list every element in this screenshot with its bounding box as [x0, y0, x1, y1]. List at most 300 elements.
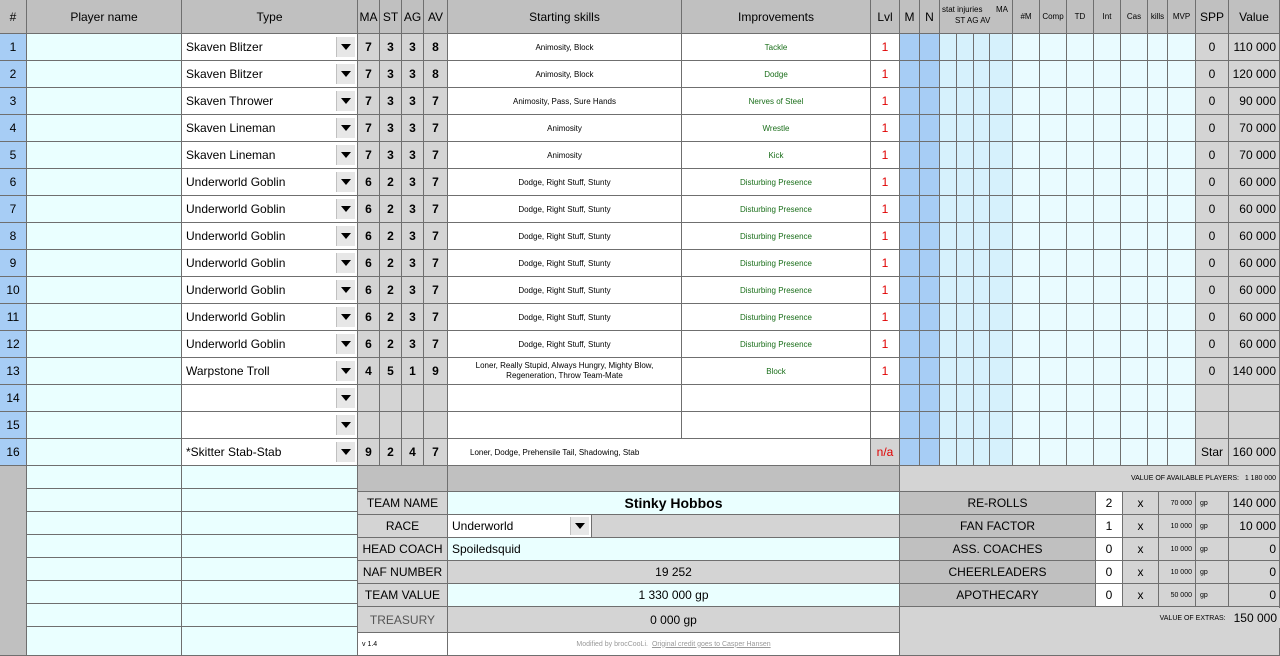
stat-kills-cell[interactable] — [1148, 142, 1168, 169]
injury-av-cell[interactable] — [974, 88, 990, 115]
injury-ag-cell[interactable] — [957, 196, 974, 223]
player-type-select[interactable] — [182, 115, 358, 142]
injury-ma-cell[interactable] — [990, 115, 1013, 142]
stat-kills-cell[interactable] — [1148, 358, 1168, 385]
stat-cas-cell[interactable] — [1121, 358, 1148, 385]
stat-matches-cell[interactable] — [1013, 88, 1040, 115]
stat-cas-cell[interactable] — [1121, 385, 1148, 412]
injury-av-cell[interactable] — [974, 358, 990, 385]
stat-kills-cell[interactable] — [1148, 277, 1168, 304]
stat-mvp-cell[interactable] — [1168, 385, 1196, 412]
stat-cas-cell[interactable] — [1121, 61, 1148, 88]
injury-av-cell[interactable] — [974, 223, 990, 250]
stat-matches-cell[interactable] — [1013, 115, 1040, 142]
injury-av-cell[interactable] — [974, 142, 990, 169]
stat-kills-cell[interactable] — [1148, 169, 1168, 196]
injury-av-cell[interactable] — [974, 115, 990, 142]
injury-ma-cell[interactable] — [990, 277, 1013, 304]
stat-td-cell[interactable] — [1067, 250, 1094, 277]
miss-next-game-cell[interactable] — [900, 34, 920, 61]
stat-matches-cell[interactable] — [1013, 358, 1040, 385]
injury-st-cell[interactable] — [940, 250, 957, 277]
injury-ma-cell[interactable] — [990, 169, 1013, 196]
stat-mvp-cell[interactable] — [1168, 223, 1196, 250]
player-name-input[interactable] — [27, 142, 182, 169]
stat-matches-cell[interactable] — [1013, 34, 1040, 61]
player-name-input[interactable] — [27, 439, 182, 466]
injury-ma-cell[interactable] — [990, 412, 1013, 439]
stat-td-cell[interactable] — [1067, 412, 1094, 439]
stat-kills-cell[interactable] — [1148, 331, 1168, 358]
injury-st-cell[interactable] — [940, 331, 957, 358]
stat-td-cell[interactable] — [1067, 169, 1094, 196]
injury-st-cell[interactable] — [940, 169, 957, 196]
team-name-input[interactable]: Stinky Hobbos — [448, 492, 900, 515]
notes-cell[interactable] — [27, 604, 182, 627]
stat-mvp-cell[interactable] — [1168, 331, 1196, 358]
treasury-label: TREASURY — [358, 607, 448, 633]
injury-av-cell[interactable] — [974, 250, 990, 277]
stat-mvp-cell[interactable] — [1168, 412, 1196, 439]
stat-int-cell[interactable] — [1094, 196, 1121, 223]
niggling-injury-cell[interactable] — [920, 34, 940, 61]
extra-quantity-input[interactable]: 0 — [1096, 561, 1123, 584]
injury-st-cell[interactable] — [940, 439, 957, 466]
injury-ma-cell[interactable] — [990, 88, 1013, 115]
niggling-injury-cell[interactable] — [920, 250, 940, 277]
stat-td-cell[interactable] — [1067, 358, 1094, 385]
injury-st-cell[interactable] — [940, 277, 957, 304]
stat-cas-cell[interactable] — [1121, 412, 1148, 439]
chevron-down-icon[interactable] — [336, 91, 355, 111]
stat-cas-cell[interactable] — [1121, 277, 1148, 304]
injury-st-cell[interactable] — [940, 88, 957, 115]
stat-mvp-cell[interactable] — [1168, 88, 1196, 115]
stat-comp-cell[interactable] — [1040, 223, 1067, 250]
stat-cas-cell[interactable] — [1121, 223, 1148, 250]
injury-av-cell[interactable] — [974, 61, 990, 88]
chevron-down-icon[interactable] — [336, 388, 355, 408]
niggling-injury-cell[interactable] — [920, 439, 940, 466]
chevron-down-icon[interactable] — [336, 280, 355, 300]
stat-td-cell[interactable] — [1067, 439, 1094, 466]
injury-av-cell[interactable] — [974, 412, 990, 439]
stat-int-cell[interactable] — [1094, 304, 1121, 331]
injury-ag-cell[interactable] — [957, 412, 974, 439]
stat-kills-cell[interactable] — [1148, 196, 1168, 223]
miss-next-game-cell[interactable] — [900, 358, 920, 385]
stat-kills-cell[interactable] — [1148, 115, 1168, 142]
stat-ag: 3 — [402, 34, 424, 61]
injury-st-cell[interactable] — [940, 358, 957, 385]
injury-av-cell[interactable] — [974, 196, 990, 223]
player-type-select[interactable] — [182, 250, 358, 277]
notes-cell[interactable] — [27, 466, 182, 489]
extra-label: RE-ROLLS — [900, 492, 1096, 515]
stat-ag: 3 — [402, 196, 424, 223]
stat-comp-cell[interactable] — [1040, 88, 1067, 115]
extra-unit-cost: 10 000 — [1159, 515, 1196, 538]
head-coach-input[interactable]: Spoiledsquid — [448, 538, 900, 561]
stat-comp-cell[interactable] — [1040, 304, 1067, 331]
chevron-down-icon[interactable] — [336, 118, 355, 138]
miss-next-game-cell[interactable] — [900, 196, 920, 223]
chevron-down-icon[interactable] — [336, 37, 355, 57]
player-type-select[interactable] — [182, 61, 358, 88]
miss-next-game-cell[interactable] — [900, 250, 920, 277]
player-type-select[interactable] — [182, 169, 358, 196]
value-available-label: VALUE OF AVAILABLE PLAYERS: 1 180 000 — [900, 466, 1280, 492]
niggling-injury-cell[interactable] — [920, 412, 940, 439]
stat-matches-cell[interactable] — [1013, 412, 1040, 439]
injury-ma-cell[interactable] — [990, 34, 1013, 61]
stat-int-cell[interactable] — [1094, 61, 1121, 88]
niggling-injury-cell[interactable] — [920, 223, 940, 250]
miss-next-game-cell[interactable] — [900, 304, 920, 331]
stat-int-cell[interactable] — [1094, 115, 1121, 142]
player-name-input[interactable] — [27, 223, 182, 250]
injury-ag-cell[interactable] — [957, 169, 974, 196]
notes-cell[interactable] — [27, 512, 182, 535]
miss-next-game-cell[interactable] — [900, 61, 920, 88]
injury-ma-cell[interactable] — [990, 142, 1013, 169]
injury-ag-cell[interactable] — [957, 223, 974, 250]
injury-st-cell[interactable] — [940, 223, 957, 250]
injury-av-cell[interactable] — [974, 331, 990, 358]
niggling-injury-cell[interactable] — [920, 142, 940, 169]
extra-quantity-input[interactable]: 0 — [1096, 538, 1123, 561]
stat-matches-cell[interactable] — [1013, 61, 1040, 88]
player-name-input[interactable] — [27, 331, 182, 358]
injury-av-cell[interactable] — [974, 277, 990, 304]
stat-td-cell[interactable] — [1067, 223, 1094, 250]
player-type-select[interactable] — [182, 142, 358, 169]
stat-kills-cell[interactable] — [1148, 412, 1168, 439]
stat-kills-cell[interactable] — [1148, 439, 1168, 466]
stat-mvp-cell[interactable] — [1168, 439, 1196, 466]
chevron-down-icon[interactable] — [336, 361, 355, 381]
miss-next-game-cell[interactable] — [900, 439, 920, 466]
player-type-select[interactable] — [182, 412, 358, 439]
starting-skills: Animosity — [448, 142, 682, 169]
stat-av: 8 — [424, 61, 448, 88]
miss-next-game-cell[interactable] — [900, 331, 920, 358]
injury-ag-cell[interactable] — [957, 34, 974, 61]
stat-int-cell[interactable] — [1094, 331, 1121, 358]
injury-ag-cell[interactable] — [957, 358, 974, 385]
stat-int-cell[interactable] — [1094, 169, 1121, 196]
player-name-input[interactable] — [27, 34, 182, 61]
player-name-input[interactable] — [27, 88, 182, 115]
niggling-injury-cell[interactable] — [920, 88, 940, 115]
chevron-down-icon[interactable] — [336, 253, 355, 273]
notes-cell[interactable] — [182, 604, 358, 627]
stat-int-cell[interactable] — [1094, 250, 1121, 277]
stat-st — [380, 412, 402, 439]
player-value: 70 000 — [1229, 142, 1280, 169]
injury-ma-cell[interactable] — [990, 61, 1013, 88]
credit-link[interactable]: Original credit goes to Casper Hansen — [651, 640, 771, 648]
stat-kills-cell[interactable] — [1148, 250, 1168, 277]
player-type-select[interactable] — [182, 88, 358, 115]
stat-cas-cell[interactable] — [1121, 331, 1148, 358]
stat-cas-cell[interactable] — [1121, 304, 1148, 331]
player-name-input[interactable] — [27, 277, 182, 304]
player-name-input[interactable] — [27, 385, 182, 412]
niggling-injury-cell[interactable] — [920, 331, 940, 358]
niggling-injury-cell[interactable] — [920, 115, 940, 142]
extra-quantity-input[interactable]: 2 — [1096, 492, 1123, 515]
stat-int-cell[interactable] — [1094, 34, 1121, 61]
injury-st-cell[interactable] — [940, 196, 957, 223]
stat-td-cell[interactable] — [1067, 277, 1094, 304]
stat-ma: 6 — [358, 169, 380, 196]
stat-matches-cell[interactable] — [1013, 304, 1040, 331]
extra-multiply-sign: x — [1123, 584, 1159, 607]
chevron-down-icon[interactable] — [336, 307, 355, 327]
stat-comp-cell[interactable] — [1040, 385, 1067, 412]
stat-cas-cell[interactable] — [1121, 115, 1148, 142]
stat-kills-cell[interactable] — [1148, 34, 1168, 61]
injury-ma-cell[interactable] — [990, 304, 1013, 331]
stat-cas-cell[interactable] — [1121, 142, 1148, 169]
injury-ma-cell[interactable] — [990, 331, 1013, 358]
injury-ag-cell[interactable] — [957, 385, 974, 412]
stat-kills-cell[interactable] — [1148, 61, 1168, 88]
stat-comp-cell[interactable] — [1040, 196, 1067, 223]
stat-int-cell[interactable] — [1094, 439, 1121, 466]
chevron-down-icon[interactable] — [570, 517, 589, 535]
miss-next-game-cell[interactable] — [900, 142, 920, 169]
notes-cell[interactable] — [27, 489, 182, 512]
stat-cas-cell[interactable] — [1121, 250, 1148, 277]
row-number: 16 — [0, 439, 27, 466]
chevron-down-icon[interactable] — [336, 172, 355, 192]
stat-matches-cell[interactable] — [1013, 250, 1040, 277]
injury-ag-cell[interactable] — [957, 115, 974, 142]
stat-mvp-cell[interactable] — [1168, 250, 1196, 277]
stat-kills-cell[interactable] — [1148, 304, 1168, 331]
stat-td-cell[interactable] — [1067, 115, 1094, 142]
stat-int-cell[interactable] — [1094, 88, 1121, 115]
injury-ma-cell[interactable] — [990, 385, 1013, 412]
stat-matches-cell[interactable] — [1013, 169, 1040, 196]
notes-cell[interactable] — [182, 535, 358, 558]
stat-injuries-label: stat injuries — [942, 5, 983, 14]
stat-comp-cell[interactable] — [1040, 61, 1067, 88]
stat-cas-cell[interactable] — [1121, 196, 1148, 223]
player-type-select[interactable] — [182, 385, 358, 412]
miss-next-game-cell[interactable] — [900, 88, 920, 115]
stat-matches-cell[interactable] — [1013, 196, 1040, 223]
injury-st-cell[interactable] — [940, 385, 957, 412]
stat-comp-cell[interactable] — [1040, 331, 1067, 358]
injury-st-cell[interactable] — [940, 61, 957, 88]
stat-td-cell[interactable] — [1067, 142, 1094, 169]
player-type-select[interactable] — [182, 34, 358, 61]
player-name-input[interactable] — [27, 115, 182, 142]
notes-cell[interactable] — [27, 558, 182, 581]
stat-mvp-cell[interactable] — [1168, 61, 1196, 88]
stat-mvp-cell[interactable] — [1168, 358, 1196, 385]
player-name-input[interactable] — [27, 304, 182, 331]
notes-cell[interactable] — [27, 627, 182, 656]
stat-cas-cell[interactable] — [1121, 34, 1148, 61]
injury-ma-cell[interactable] — [990, 358, 1013, 385]
miss-next-game-cell[interactable] — [900, 412, 920, 439]
injury-st-cell[interactable] — [940, 142, 957, 169]
stat-td-cell[interactable] — [1067, 34, 1094, 61]
miss-next-game-cell[interactable] — [900, 385, 920, 412]
player-name-input[interactable] — [27, 358, 182, 385]
stat-comp-cell[interactable] — [1040, 277, 1067, 304]
stat-kills-cell[interactable] — [1148, 385, 1168, 412]
injury-av-cell[interactable] — [974, 439, 990, 466]
stat-mvp-cell[interactable] — [1168, 34, 1196, 61]
stat-matches-cell[interactable] — [1013, 277, 1040, 304]
race-select[interactable] — [448, 515, 592, 538]
injury-st-cell[interactable] — [940, 304, 957, 331]
stat-td-cell[interactable] — [1067, 304, 1094, 331]
chevron-down-icon[interactable] — [336, 442, 355, 462]
injury-ma-cell[interactable] — [990, 250, 1013, 277]
notes-cell[interactable] — [182, 581, 358, 604]
naf-number-input[interactable]: 19 252 — [448, 561, 900, 584]
player-type-select[interactable] — [182, 439, 358, 466]
stat-comp-cell[interactable] — [1040, 358, 1067, 385]
niggling-injury-cell[interactable] — [920, 304, 940, 331]
player-name-input[interactable] — [27, 412, 182, 439]
stat-matches-cell[interactable] — [1013, 439, 1040, 466]
injury-av-cell[interactable] — [974, 34, 990, 61]
player-type-select[interactable] — [182, 304, 358, 331]
niggling-injury-cell[interactable] — [920, 385, 940, 412]
injury-av-cell[interactable] — [974, 304, 990, 331]
injury-ma-cell[interactable] — [990, 223, 1013, 250]
notes-cell[interactable] — [182, 627, 358, 656]
stat-int-cell[interactable] — [1094, 277, 1121, 304]
injury-ma-cell[interactable] — [990, 439, 1013, 466]
player-name-input[interactable] — [27, 250, 182, 277]
miss-next-game-cell[interactable] — [900, 115, 920, 142]
stat-cas-cell[interactable] — [1121, 439, 1148, 466]
miss-next-game-cell[interactable] — [900, 169, 920, 196]
notes-cell[interactable] — [182, 512, 358, 535]
notes-cell[interactable] — [182, 558, 358, 581]
injury-av-cell[interactable] — [974, 169, 990, 196]
stat-ma: 6 — [358, 223, 380, 250]
stat-td-cell[interactable] — [1067, 331, 1094, 358]
col-header-spp: SPP — [1196, 0, 1229, 34]
stat-int-cell[interactable] — [1094, 412, 1121, 439]
stat-td-cell[interactable] — [1067, 196, 1094, 223]
injury-ag-cell[interactable] — [957, 331, 974, 358]
player-spp: Star — [1196, 439, 1229, 466]
stat-mvp-cell[interactable] — [1168, 115, 1196, 142]
stat-matches-cell[interactable] — [1013, 385, 1040, 412]
notes-cell[interactable] — [182, 466, 358, 489]
injury-ag-cell[interactable] — [957, 304, 974, 331]
niggling-injury-cell[interactable] — [920, 61, 940, 88]
chevron-down-icon[interactable] — [336, 64, 355, 84]
player-name-input[interactable] — [27, 61, 182, 88]
chevron-down-icon[interactable] — [336, 334, 355, 354]
player-type-select[interactable] — [182, 277, 358, 304]
injury-av-cell[interactable] — [974, 385, 990, 412]
injury-st-cell[interactable] — [940, 412, 957, 439]
stat-matches-cell[interactable] — [1013, 142, 1040, 169]
stat-comp-cell[interactable] — [1040, 439, 1067, 466]
niggling-injury-cell[interactable] — [920, 196, 940, 223]
stat-comp-cell[interactable] — [1040, 115, 1067, 142]
miss-next-game-cell[interactable] — [900, 277, 920, 304]
niggling-injury-cell[interactable] — [920, 169, 940, 196]
stat-int-cell[interactable] — [1094, 223, 1121, 250]
injury-ag-cell[interactable] — [957, 61, 974, 88]
stat-td-cell[interactable] — [1067, 88, 1094, 115]
stat-cas-cell[interactable] — [1121, 169, 1148, 196]
chevron-down-icon[interactable] — [336, 199, 355, 219]
injury-ag-cell[interactable] — [957, 277, 974, 304]
player-type-select[interactable] — [182, 196, 358, 223]
notes-cell[interactable] — [27, 581, 182, 604]
injury-ag-cell[interactable] — [957, 88, 974, 115]
player-type-select[interactable] — [182, 358, 358, 385]
stat-mvp-cell[interactable] — [1168, 196, 1196, 223]
stat-int-cell[interactable] — [1094, 385, 1121, 412]
stat-comp-cell[interactable] — [1040, 412, 1067, 439]
player-type-select[interactable] — [182, 331, 358, 358]
stat-mvp-cell[interactable] — [1168, 169, 1196, 196]
chevron-down-icon[interactable] — [336, 415, 355, 435]
stat-matches-cell[interactable] — [1013, 223, 1040, 250]
injury-st-cell[interactable] — [940, 115, 957, 142]
extra-quantity-input[interactable]: 0 — [1096, 584, 1123, 607]
stat-cas-cell[interactable] — [1121, 88, 1148, 115]
injury-ag-cell[interactable] — [957, 142, 974, 169]
niggling-injury-cell[interactable] — [920, 358, 940, 385]
stat-kills-cell[interactable] — [1148, 223, 1168, 250]
chevron-down-icon[interactable] — [336, 226, 355, 246]
notes-cell[interactable] — [27, 535, 182, 558]
stat-td-cell[interactable] — [1067, 61, 1094, 88]
injury-ag-cell[interactable] — [957, 250, 974, 277]
extra-quantity-input[interactable]: 1 — [1096, 515, 1123, 538]
player-type-select[interactable] — [182, 223, 358, 250]
stat-comp-cell[interactable] — [1040, 34, 1067, 61]
stat-comp-cell[interactable] — [1040, 250, 1067, 277]
injury-ag-cell[interactable] — [957, 439, 974, 466]
player-name-input[interactable] — [27, 169, 182, 196]
player-name-input[interactable] — [27, 196, 182, 223]
stat-matches-cell[interactable] — [1013, 331, 1040, 358]
miss-next-game-cell[interactable] — [900, 223, 920, 250]
stat-kills-cell[interactable] — [1148, 88, 1168, 115]
stat-comp-cell[interactable] — [1040, 169, 1067, 196]
stat-comp-cell[interactable] — [1040, 142, 1067, 169]
injury-st-cell[interactable] — [940, 34, 957, 61]
chevron-down-icon[interactable] — [336, 145, 355, 165]
stat-mvp-cell[interactable] — [1168, 277, 1196, 304]
stat-mvp-cell[interactable] — [1168, 142, 1196, 169]
notes-cell[interactable] — [182, 489, 358, 512]
stat-td-cell[interactable] — [1067, 385, 1094, 412]
stat-int-cell[interactable] — [1094, 142, 1121, 169]
injury-ma-cell[interactable] — [990, 196, 1013, 223]
niggling-injury-cell[interactable] — [920, 277, 940, 304]
stat-mvp-cell[interactable] — [1168, 304, 1196, 331]
stat-int-cell[interactable] — [1094, 358, 1121, 385]
